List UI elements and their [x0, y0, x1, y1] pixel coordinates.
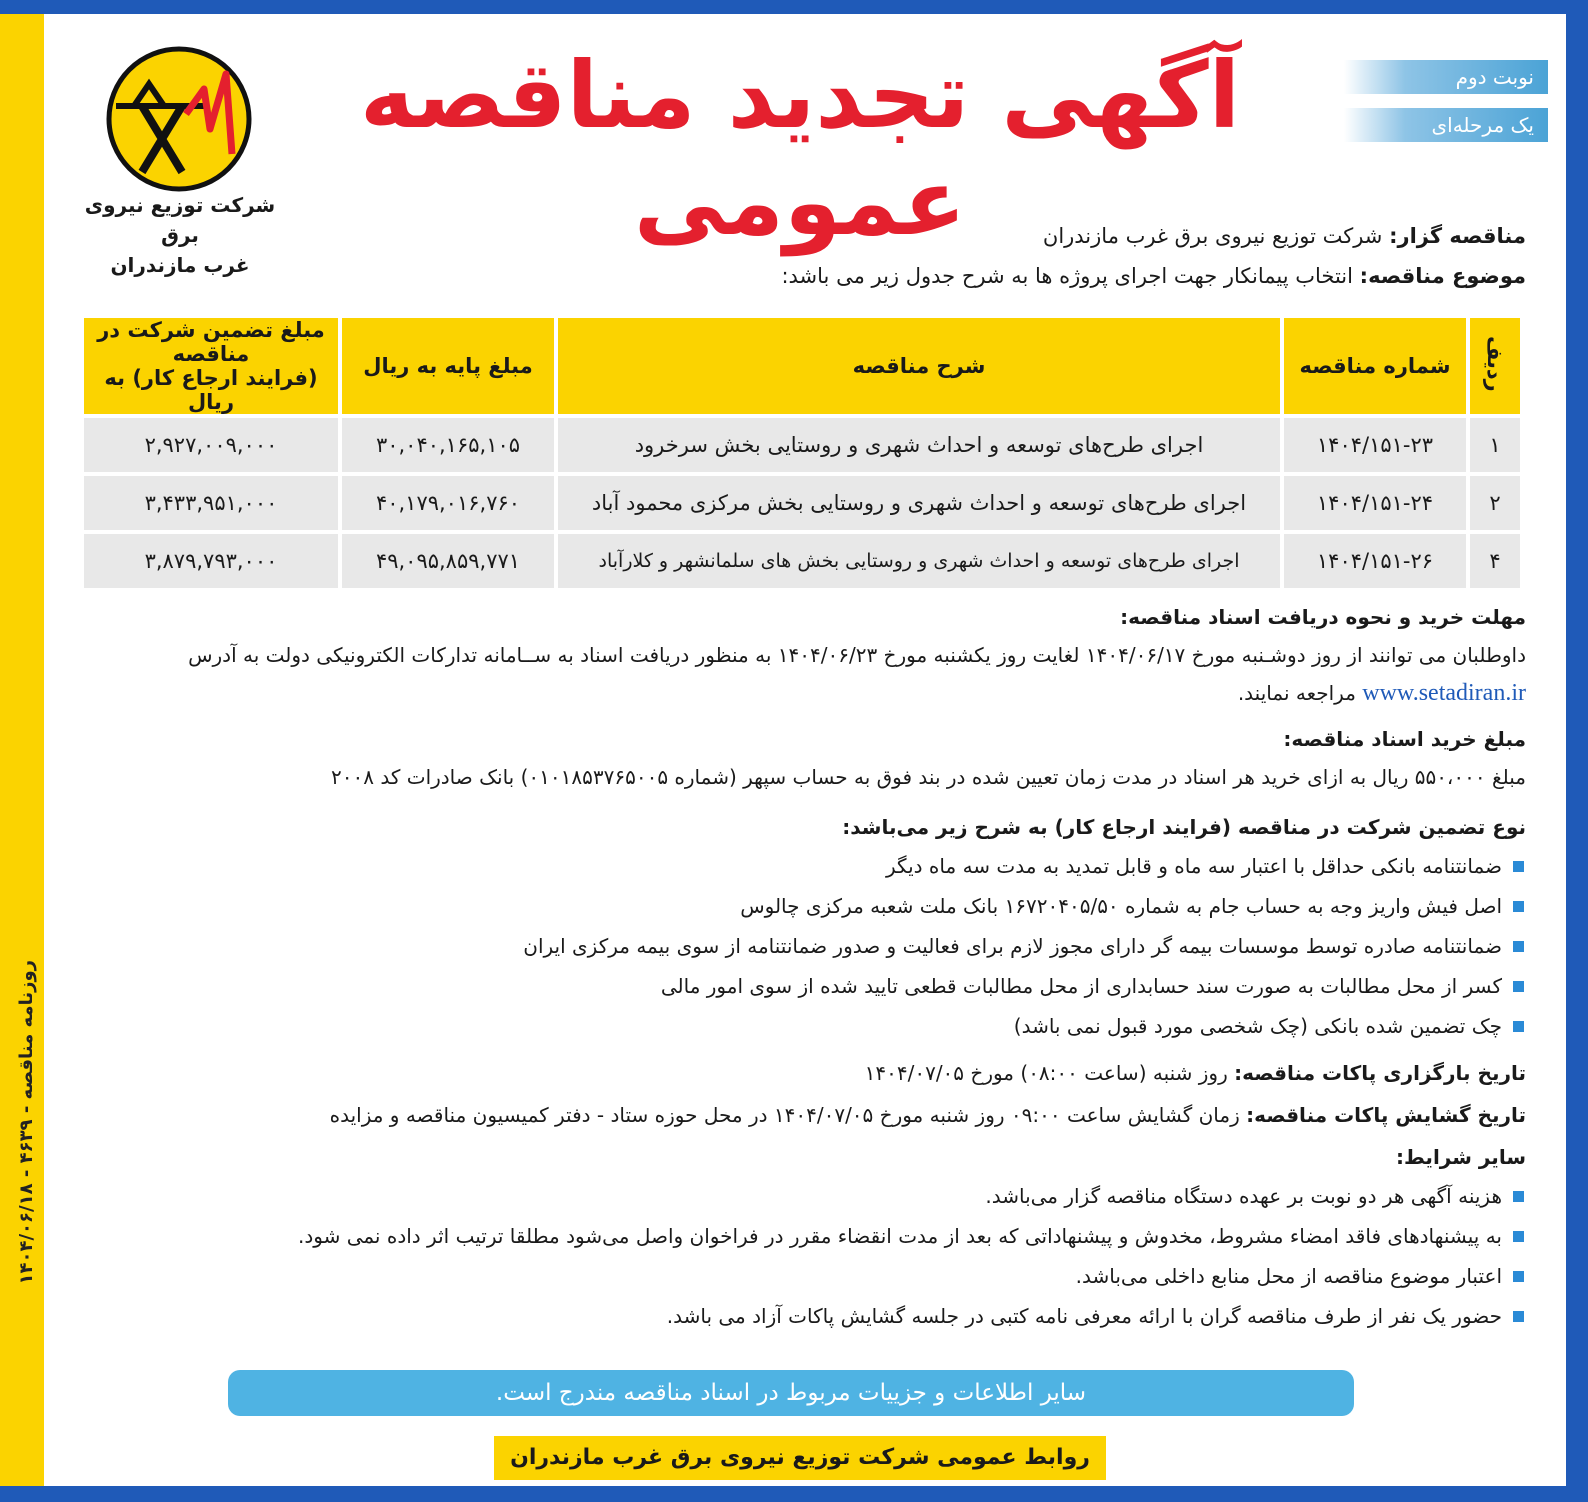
list-item: اعتبار موضوع مناقصه از محل منابع داخلی می‌باشد.	[80, 1256, 1526, 1296]
submission-date-line: تاریخ بارگزاری پاکات مناقصه: روز شنبه (ساعت ۰۸:۰۰) مورخ ۱۴۰۴/۰۷/۰۵	[864, 1061, 1526, 1085]
subject-line: موضوع مناقصه: انتخاب پیمانکار جهت اجرای پروژه ها به شرح جدول زیر می باشد:	[781, 264, 1526, 288]
purchase-fee-text: مبلغ ۵۵۰،۰۰۰ ریال به ازای خرید هر اسناد در مدت زمان تعیین شده در بند فوق به حساب سپهر (شماره ۰۱۰۱۸۵۳۷۶۵۰۰۵) بانک صادرات کد ۲۰۰۸	[331, 765, 1526, 789]
cell-base-amount: ۳۰,۰۴۰,۱۶۵,۱۰۵	[342, 418, 554, 472]
bullet-square-icon	[1513, 1311, 1524, 1322]
cell-row: ۲	[1470, 476, 1520, 530]
cell-guarantee: ۳,۸۷۹,۷۹۳,۰۰۰	[84, 534, 338, 588]
company-name: شرکت توزیع نیروی برق غرب مازندران	[84, 193, 276, 277]
bullet-square-icon	[1513, 861, 1524, 872]
tenderer-line: مناقصه گزار: شرکت توزیع نیروی برق غرب مازندران	[1042, 224, 1526, 248]
purchase-deadline-link-line: www.setadiran.ir مراجعه نمایند.	[1237, 680, 1526, 706]
guarantee-types-title: نوع تضمین شرکت در مناقصه (فرایند ارجاع کار) به شرح زیر می‌باشد:	[842, 815, 1526, 839]
list-item: حضور یک نفر از طرف مناقصه گران با ارائه معرفی نامه کتبی در جلسه گشایش پاکات آزاد می باشد.	[80, 1296, 1526, 1336]
bullet-square-icon	[1513, 1191, 1524, 1202]
bullet-square-icon	[1513, 901, 1524, 912]
table-row	[84, 476, 1520, 530]
other-terms-section	[80, 1138, 1526, 1336]
table-row	[84, 534, 1520, 588]
purchase-fee-title: مبلغ خرید اسناد مناقصه:	[1283, 727, 1526, 751]
table-row	[84, 418, 1520, 472]
header-base-amount: مبلغ پایه به ریال	[342, 318, 554, 414]
cell-number: ۱۴۰۴/۱۵۱-۲۳	[1284, 418, 1466, 472]
tenders-table	[80, 314, 1524, 592]
cell-number: ۱۴۰۴/۱۵۱-۲۶	[1284, 534, 1466, 588]
header-tender-number: شماره مناقصه	[1284, 318, 1466, 414]
side-newspaper-date: روزنامه مناقصه - ۴۶۳۹ - ۱۴۰۴/۰۶/۱۸	[16, 960, 37, 1285]
bullet-square-icon	[1513, 1231, 1524, 1242]
cell-base-amount: ۴۰,۱۷۹,۰۱۶,۷۶۰	[342, 476, 554, 530]
cell-description: اجرای طرح‌های توسعه و احداث شهری و روستایی بخش مرکزی محمود آباد	[558, 476, 1280, 530]
list-item: ضمانتنامه بانکی حداقل با اعتبار سه ماه و قابل تمدید به مدت سه ماه دیگر	[80, 846, 1526, 886]
header-row-number: ردیف	[1470, 318, 1520, 414]
setadiran-link[interactable]: www.setadiran.ir	[1362, 680, 1526, 706]
guarantee-types-list	[80, 846, 1526, 1046]
list-item: چک تضمین شده بانکی (چک شخصی مورد قبول نمی باشد)	[80, 1006, 1526, 1046]
cell-base-amount: ۴۹,۰۹۵,۸۵۹,۷۷۱	[342, 534, 554, 588]
right-blue-border	[1566, 0, 1588, 1502]
cell-number: ۱۴۰۴/۱۵۱-۲۴	[1284, 476, 1466, 530]
bullet-square-icon	[1513, 1271, 1524, 1282]
tavanir-logo-icon	[104, 44, 254, 194]
cell-guarantee: ۲,۹۲۷,۰۰۹,۰۰۰	[84, 418, 338, 472]
purchase-deadline-section	[80, 598, 1526, 712]
cell-description: اجرای طرح‌های توسعه و احداث شهری و روستایی بخش سرخرود	[558, 418, 1280, 472]
bullet-square-icon	[1513, 1021, 1524, 1032]
list-item: ضمانتنامه صادره توسط موسسات بیمه گر دارای مجوز لازم برای فعالیت و صدور ضمانتنامه از سوی بیمه مرکزی ایران	[80, 926, 1526, 966]
round-badge: نوبت دوم	[1344, 60, 1548, 94]
page-title: آگهی تجدید مناقصه عمومی	[359, 42, 1241, 256]
footer-public-relations: روابط عمومی شرکت توزیع نیروی برق غرب مازندران	[494, 1436, 1106, 1480]
header-guarantee: مبلغ تضمین شرکت در مناقصه (فرایند ارجاع کار) به ریال	[84, 318, 338, 414]
purchase-deadline-text: داوطلبان می توانند از روز دوشـنبه مورخ ۱۴۰۴/۰۶/۱۷ لغایت روز یکشنبه مورخ ۱۴۰۴/۰۶/۲۳ به منظور دریافت اسناد به ســامانه تدارکات الکترونیکی دولت به آدرس	[188, 643, 1526, 667]
bottom-blue-border	[0, 1486, 1588, 1502]
other-terms-list	[80, 1176, 1526, 1336]
cell-row: ۱	[1470, 418, 1520, 472]
top-blue-border	[0, 0, 1588, 14]
header-description: شرح مناقصه	[558, 318, 1280, 414]
guarantee-types-section	[80, 808, 1526, 1046]
cell-description: اجرای طرح‌های توسعه و احداث شهری و روستایی بخش های سلمانشهر و کلارآباد	[558, 534, 1280, 588]
table-header-row	[84, 318, 1520, 414]
purchase-deadline-title: مهلت خرید و نحوه دریافت اسناد مناقصه:	[1120, 605, 1526, 629]
purchase-fee-section	[80, 720, 1526, 796]
cell-guarantee: ۳,۴۳۳,۹۵۱,۰۰۰	[84, 476, 338, 530]
bullet-square-icon	[1513, 981, 1524, 992]
list-item: کسر از محل مطالبات به صورت سند حسابداری از محل مطالبات قطعی تایید شده از سوی امور مالی	[80, 966, 1526, 1006]
opening-date-line: تاریخ گشایش پاکات مناقصه: زمان گشایش ساعت ۰۹:۰۰ روز شنبه مورخ ۱۴۰۴/۰۷/۰۵ در محل حوزه ستاد - دفتر کمیسیون مناقصه و مزایده	[329, 1103, 1526, 1127]
other-terms-title: سایر شرایط:	[1396, 1145, 1526, 1169]
info-banner: سایر اطلاعات و جزییات مربوط در اسناد مناقصه مندرج است.	[228, 1370, 1354, 1416]
stage-badge: یک مرحله‌ای	[1344, 108, 1548, 142]
list-item: هزینه آگهی هر دو نوبت بر عهده دستگاه مناقصه گزار می‌باشد.	[80, 1176, 1526, 1216]
list-item: اصل فیش واریز وجه به حساب جام به شماره ۱۶۷۲۰۴۰۵/۵۰ بانک ملت شعبه مرکزی چالوس	[80, 886, 1526, 926]
cell-row: ۴	[1470, 534, 1520, 588]
list-item: به پیشنهادهای فاقد امضاء مشروط، مخدوش و پیشنهاداتی که بعد از مدت انقضاء مقرر در فراخوان واصل می‌شود مطلقا ترتیب اثر داده نمی شود.	[80, 1216, 1526, 1256]
bullet-square-icon	[1513, 941, 1524, 952]
